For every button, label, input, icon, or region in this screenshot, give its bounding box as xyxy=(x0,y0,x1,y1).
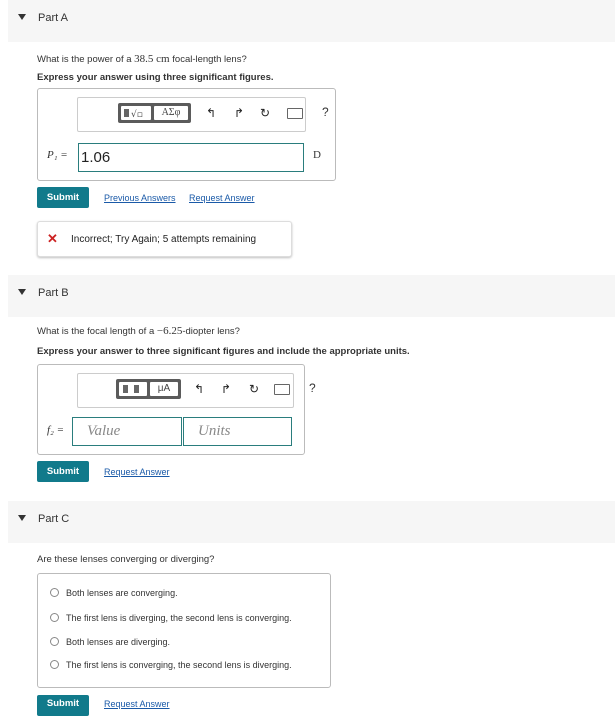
templates-icon[interactable] xyxy=(121,106,151,120)
f2-symbol: f₂ = xyxy=(47,424,65,436)
p1-symbol: P₁ = xyxy=(47,149,68,161)
part-c-request-answer-link[interactable]: Request Answer xyxy=(104,699,170,709)
part-c-title: Part C xyxy=(38,513,70,525)
greek-button[interactable]: ΑΣφ xyxy=(154,106,188,120)
collapse-triangle-icon xyxy=(18,14,26,20)
x-icon: ✕ xyxy=(47,231,58,246)
p1-answer-value: 1.06 xyxy=(81,149,111,166)
undo-icon[interactable]: ↰ xyxy=(206,106,217,120)
part-b-answer-box xyxy=(37,364,316,455)
question-text: What is the power of a xyxy=(37,54,132,65)
part-b-submit-button[interactable]: Submit xyxy=(37,461,89,482)
value-input[interactable] xyxy=(72,417,182,446)
collapse-triangle-icon xyxy=(18,515,26,521)
part-a-header[interactable] xyxy=(8,0,615,42)
part-a-request-answer-link[interactable]: Request Answer xyxy=(189,193,255,203)
radio-option-1[interactable] xyxy=(50,588,59,597)
part-a-title: Part A xyxy=(38,12,68,24)
option-label-2: The first lens is diverging, the second lens is converging. xyxy=(66,613,292,623)
keyboard-icon[interactable] xyxy=(274,384,290,395)
part-b-request-answer-link[interactable]: Request Answer xyxy=(104,467,170,477)
units-input[interactable] xyxy=(183,417,292,446)
question-value: 38.5 cm xyxy=(134,53,170,65)
svg-text:√▫: √▫ xyxy=(131,110,143,120)
part-b-title: Part B xyxy=(38,287,69,299)
part-b-math-toolbar xyxy=(77,373,316,408)
part-a-math-toolbar xyxy=(77,97,329,132)
part-a-submit-button[interactable]: Submit xyxy=(37,187,89,208)
collapse-triangle-icon xyxy=(18,289,26,295)
option-label-3: Both lenses are diverging. xyxy=(66,637,171,647)
part-b-question xyxy=(37,325,240,337)
undo-icon[interactable]: ↰ xyxy=(194,382,205,396)
reset-icon[interactable]: ↻ xyxy=(260,106,271,120)
value-placeholder: Value xyxy=(87,423,121,439)
redo-icon[interactable]: ↱ xyxy=(234,106,245,120)
templates-icon[interactable] xyxy=(119,382,147,396)
part-c-question: Are these lenses converging or diverging? xyxy=(37,554,215,565)
reset-icon[interactable]: ↻ xyxy=(249,382,260,396)
p1-answer-input[interactable] xyxy=(78,143,304,172)
template-buttons xyxy=(118,103,191,123)
part-a-instruction: Express your answer using three significant figures. xyxy=(37,72,274,83)
redo-icon[interactable]: ↱ xyxy=(221,382,232,396)
radio-option-2[interactable] xyxy=(50,613,59,622)
part-a-answer-box xyxy=(37,88,336,181)
part-c-header[interactable] xyxy=(8,501,615,543)
part-b-instruction: Express your answer to three significant figures and include the appropriate units. xyxy=(37,346,410,357)
question-text: What is the focal length of a xyxy=(37,326,155,337)
part-a-question xyxy=(37,53,247,65)
previous-answers-link[interactable]: Previous Answers xyxy=(104,193,176,203)
help-button[interactable]: ? xyxy=(322,105,329,119)
option-label-4: The first lens is converging, the second lens is diverging. xyxy=(66,660,292,670)
units-button[interactable]: μA xyxy=(150,382,178,396)
help-button[interactable]: ? xyxy=(309,381,316,395)
keyboard-icon[interactable] xyxy=(287,108,303,119)
part-c-submit-button[interactable]: Submit xyxy=(37,695,89,716)
feedback-box xyxy=(37,221,292,257)
question-text-end: focal-length lens? xyxy=(172,54,247,65)
radio-option-4[interactable] xyxy=(50,660,59,669)
option-label-1: Both lenses are converging. xyxy=(66,588,178,598)
unit-label: D xyxy=(313,149,321,161)
part-b-header[interactable] xyxy=(8,275,615,317)
question-value: −6.25 xyxy=(156,325,183,337)
feedback-text: Incorrect; Try Again; 5 attempts remaining xyxy=(71,234,257,245)
units-placeholder: Units xyxy=(198,423,231,439)
template-buttons xyxy=(116,379,181,399)
radio-option-3[interactable] xyxy=(50,637,59,646)
question-text-end: -diopter lens? xyxy=(182,326,240,337)
